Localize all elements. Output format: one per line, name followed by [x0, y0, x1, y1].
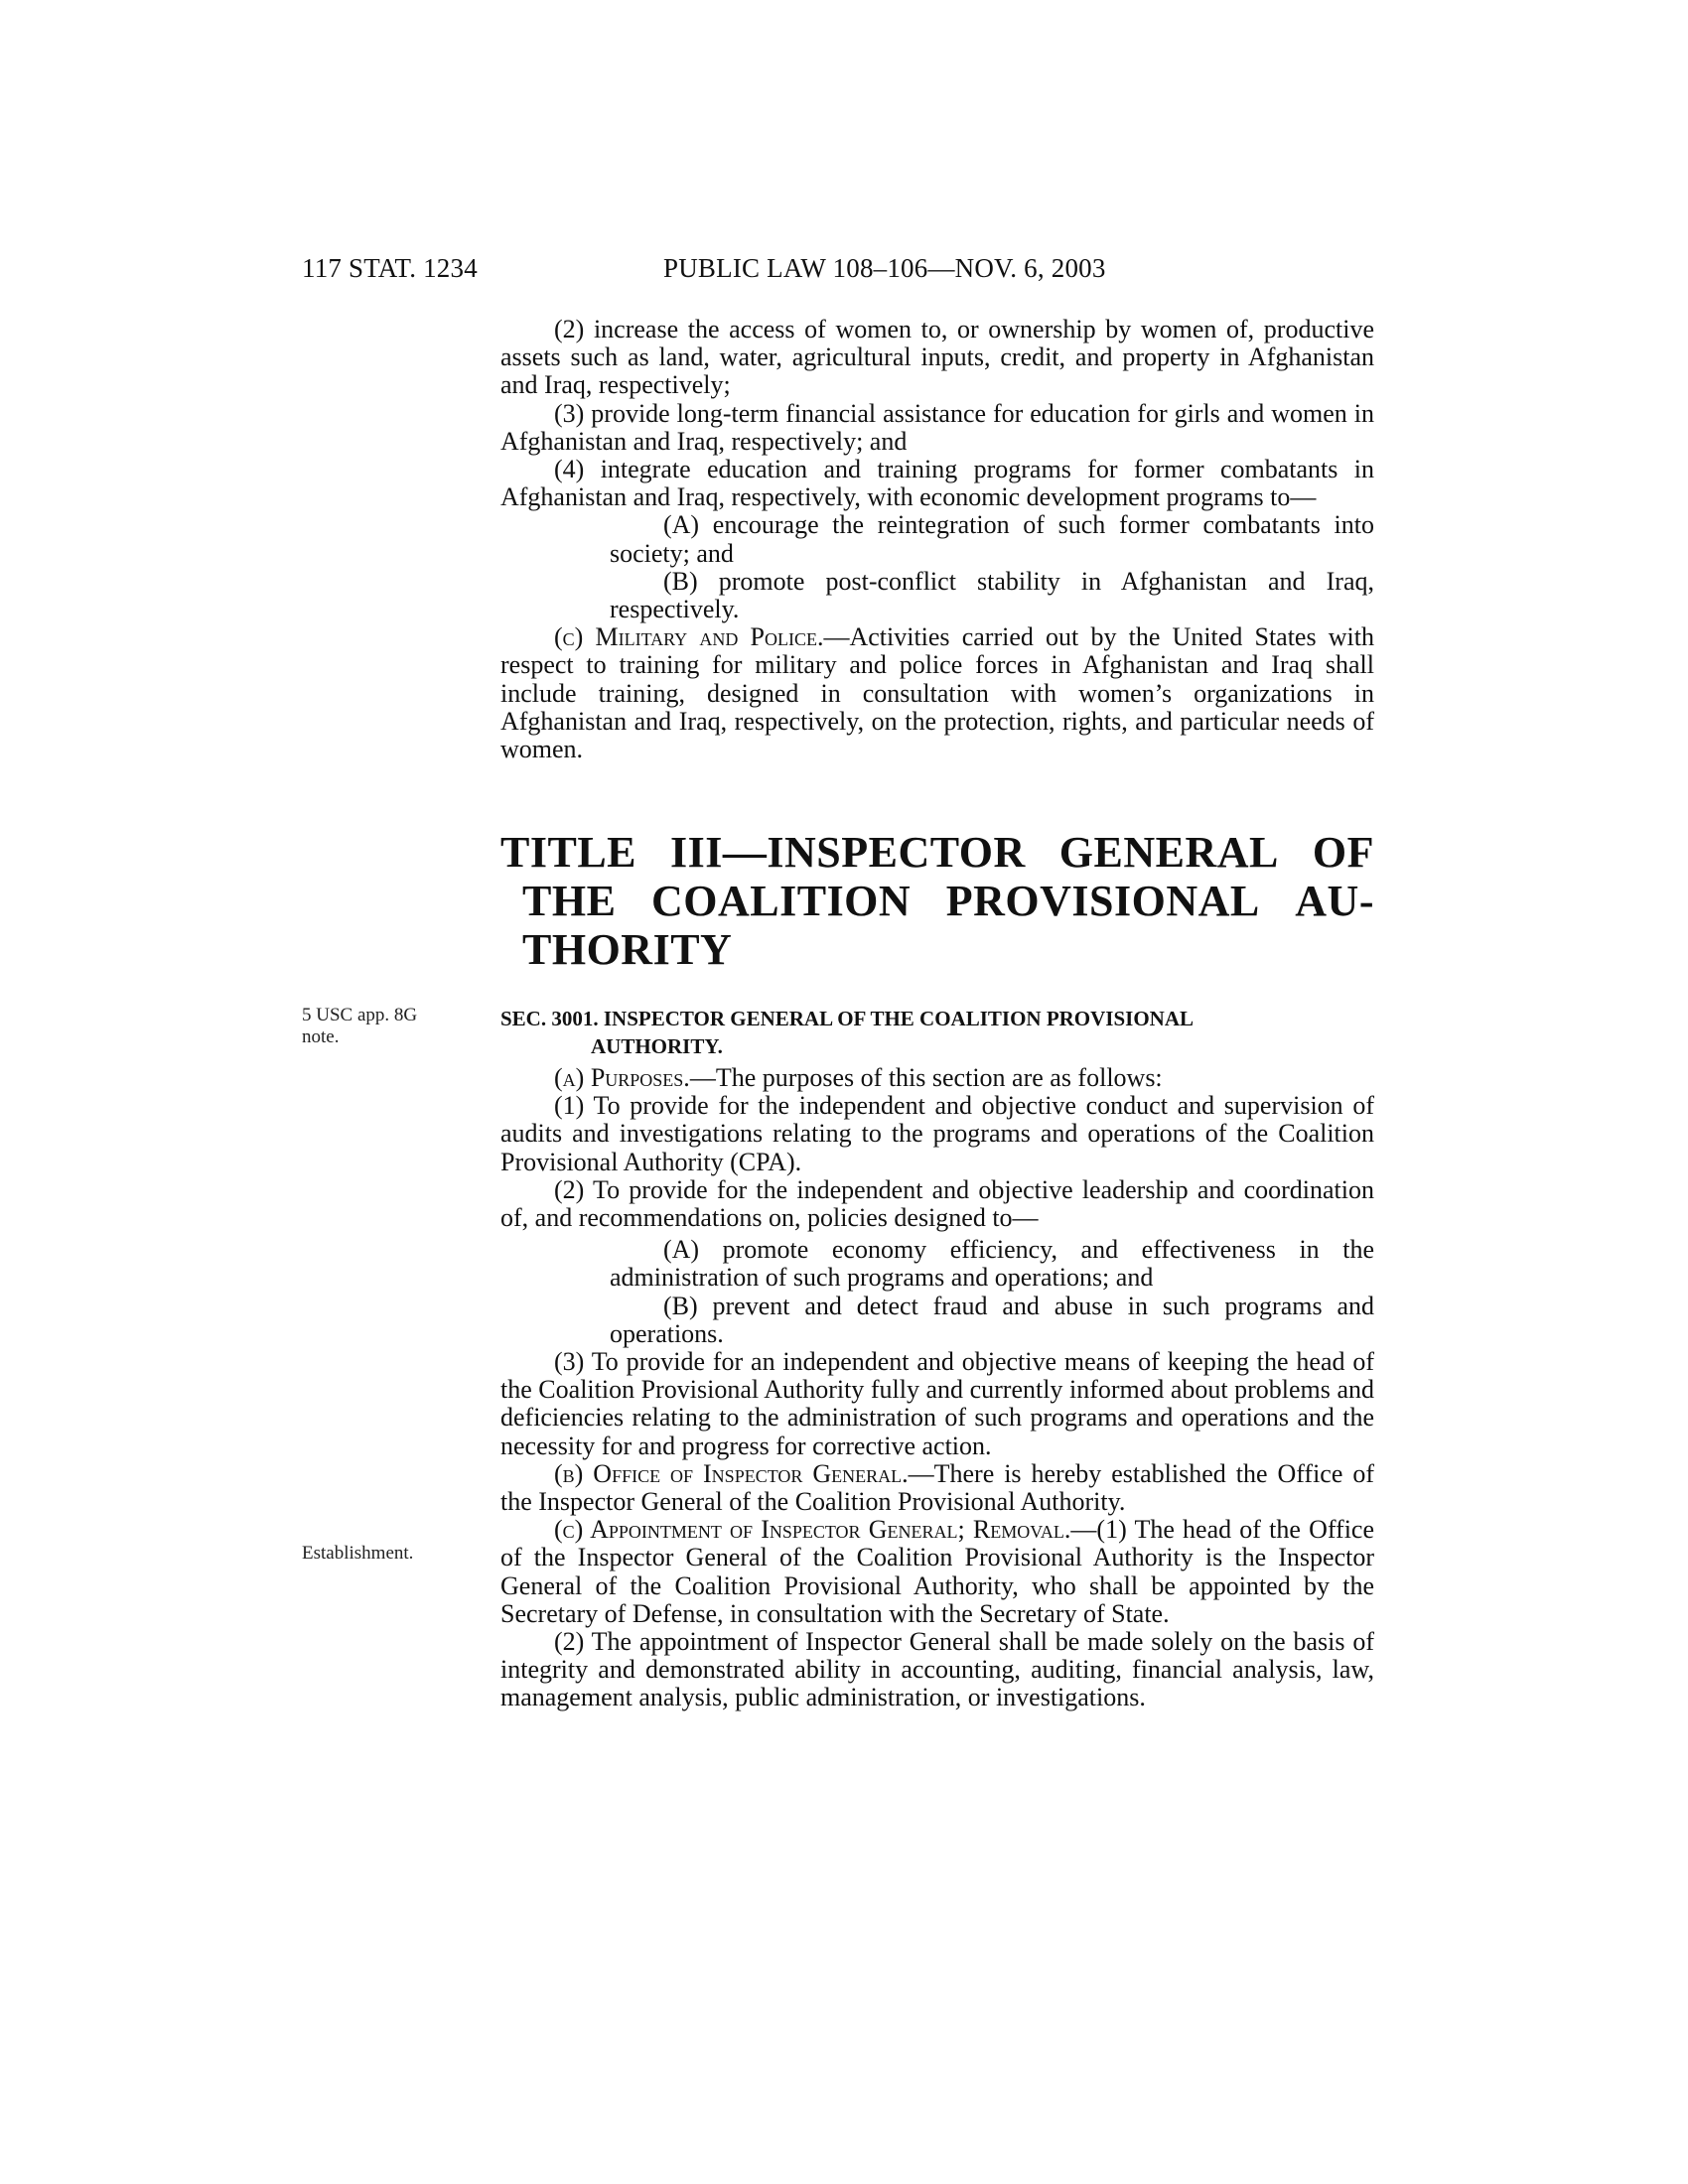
- subsection-a-text: —The purposes of this section are as follows:: [689, 1063, 1163, 1092]
- section-heading: [500, 1005, 1374, 1060]
- subparagraph-a: (A) encourage the reintegration of such former combatants into society; and: [610, 510, 1374, 568]
- paragraph-2: (2) increase the access of women to, or ownership by women of, productive assets such as land, water, agricultural inputs, credit, and property in Afghanistan and Iraq, respectively;: [500, 315, 1374, 400]
- subsection-c-label: (c) Military and Police.: [554, 622, 824, 652]
- subsection-a-label: (a) Purposes.: [554, 1063, 690, 1092]
- subsection-a-purposes: [500, 1064, 1374, 1092]
- subsection-c-appointment-label: (c) Appointment of Inspector General; Removal.: [554, 1515, 1071, 1545]
- title-line-2: THE COALITION PROVISIONAL AU-: [522, 877, 1374, 925]
- subsection-b-label: (b) Office of Inspector General.: [554, 1458, 909, 1488]
- section-heading-line-2: AUTHORITY.: [591, 1034, 723, 1058]
- title-line-1: TITLE III—INSPECTOR GENERAL OF: [500, 828, 1374, 877]
- margin-note-establishment: Establishment.: [302, 1543, 414, 1564]
- subsection-b-office: [500, 1460, 1374, 1516]
- body-section-3001: [500, 1064, 1374, 1712]
- subparagraph-b: (B) promote post-conflict stability in Afghanistan and Iraq, respectively.: [610, 566, 1374, 624]
- subsection-c-appointment: [500, 1516, 1374, 1628]
- purpose-2-b: (B) prevent and detect fraud and abuse in such programs and operations.: [610, 1291, 1374, 1348]
- purpose-3: (3) To provide for an independent and objective means of keeping the head of the Coalition Provisional Authority fully and currently informed about problems and deficiencies relating to the administration of such programs and operations and the necessity for and progress for corrective action.: [500, 1347, 1374, 1460]
- subsection-c-paragraph-2: (2) The appointment of Inspector General shall be made solely on the basis of integrity and demonstrated ability in accounting, auditing, financial analysis, law, management analysis, public administration, or investigations.: [500, 1627, 1374, 1712]
- purpose-1: (1) To provide for the independent and objective conduct and supervision of audits and investigations relating to the programs and operations of the Coalition Provisional Authority (CPA).: [500, 1091, 1374, 1176]
- page-header: [0, 253, 1688, 293]
- subsection-c-text: —Activities carried out by the United States with respect to training for military and police forces in Afghanistan and Iraq shall include training, designed in consultation with women’s organizations in Afghanistan and Iraq, respectively, on the protection, rights, and particular needs of women.: [500, 622, 1374, 764]
- purpose-2: (2) To provide for the independent and objective leadership and coordination of, and recommendations on, policies designed to—: [500, 1174, 1374, 1233]
- title-heading: [500, 828, 1374, 974]
- body-top-section: [500, 316, 1374, 763]
- section-heading-line-1: SEC. 3001. INSPECTOR GENERAL OF THE COALITION PROVISIONAL: [500, 1007, 1195, 1030]
- paragraph-3: (3) provide long-term financial assistance for education for girls and women in Afghanistan and Iraq, respectively; and: [500, 398, 1374, 456]
- margin-note-usc: 5 USC app. 8G note.: [302, 1005, 418, 1047]
- purpose-2-a: (A) promote economy efficiency, and effectiveness in the administration of such programs and operations; and: [610, 1235, 1374, 1293]
- paragraph-4: (4) integrate education and training programs for former combatants in Afghanistan and Iraq, respectively, with economic development programs to—: [500, 455, 1374, 512]
- title-line-3: THORITY: [522, 925, 733, 974]
- stat-reference: 117 STAT. 1234: [302, 253, 478, 283]
- public-law-reference: PUBLIC LAW 108–106—NOV. 6, 2003: [663, 253, 1106, 283]
- subsection-c-appointment-text: —(1) The head of the Office of the Inspector General of the Coalition Provisional Authority is the Inspector General of the Coalition Provisional Authority, who shall be appointed by the Secretary of Defense, in consultation with the Secretary of State.: [500, 1515, 1374, 1628]
- subsection-b-text: —There is hereby established the Office of the Inspector General of the Coalition Provisional Authority.: [500, 1458, 1375, 1517]
- subsection-c-military-police: [500, 623, 1374, 763]
